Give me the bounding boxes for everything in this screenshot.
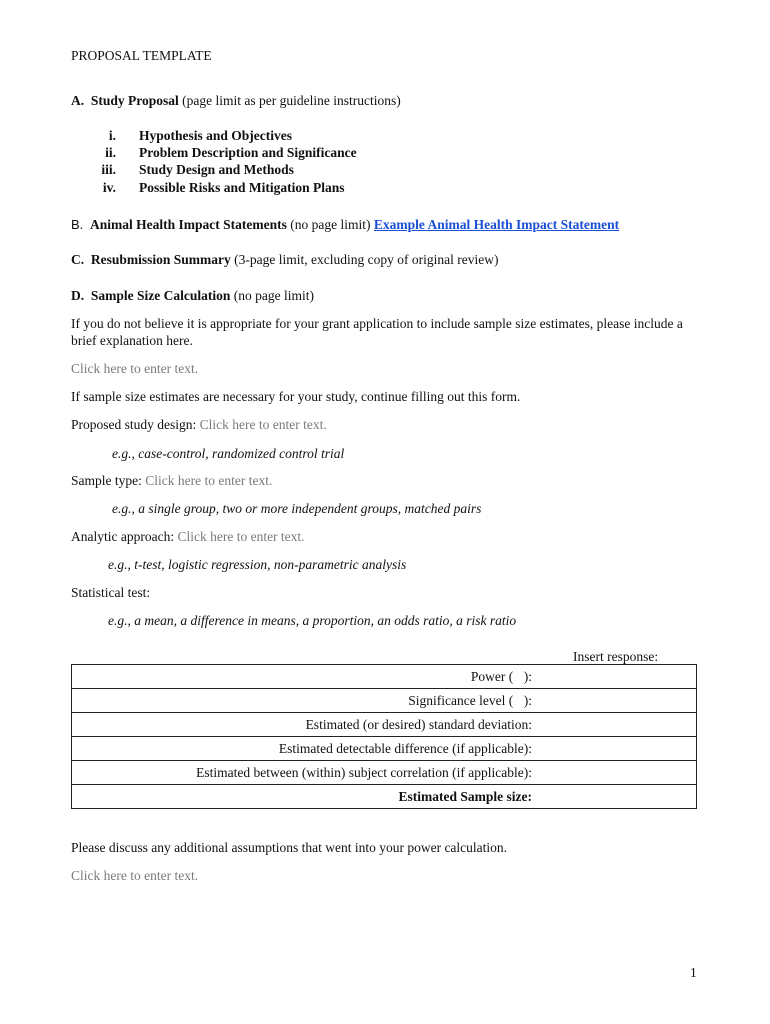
design-input[interactable]: Click here to enter text. bbox=[199, 417, 327, 432]
section-a-letter: A. bbox=[71, 93, 85, 108]
list-item-text: Possible Risks and Mitigation Plans bbox=[139, 180, 345, 195]
list-item-number: iv. bbox=[102, 180, 116, 195]
design-label: Proposed study design: bbox=[71, 417, 197, 432]
section-d-heading bbox=[71, 287, 314, 304]
insert-response-header: Insert response: bbox=[573, 649, 659, 664]
row-label: Estimated Sample size: bbox=[72, 785, 536, 809]
stat-test-example: e.g., a mean, a difference in means, a proportion, an odds ratio, a risk ratio bbox=[108, 613, 517, 628]
section-c-title: Resubmission Summary bbox=[90, 252, 231, 267]
sample-type-row bbox=[71, 472, 272, 489]
power-calculation-table bbox=[71, 664, 697, 809]
design-example: e.g., case-control, randomized control trial bbox=[112, 446, 345, 461]
analytic-row bbox=[71, 528, 305, 545]
section-a-note: (page limit as per guideline instructions) bbox=[182, 93, 401, 108]
assumptions-input[interactable]: Click here to enter text. bbox=[71, 868, 199, 883]
table-row bbox=[72, 737, 697, 761]
sample-type-label: Sample type: bbox=[71, 473, 142, 488]
row-label: Power ( ): bbox=[72, 665, 536, 689]
list-item-text: Problem Description and Significance bbox=[139, 145, 357, 160]
sample-type-example: e.g., a single group, two or more independent groups, matched pairs bbox=[112, 501, 482, 516]
section-a-heading bbox=[71, 92, 401, 109]
row-label: Significance level ( ): bbox=[72, 689, 536, 713]
section-b-note: (no page limit) bbox=[290, 217, 371, 232]
section-d-title: Sample Size Calculation bbox=[90, 288, 231, 303]
table-row bbox=[72, 761, 697, 785]
table-row bbox=[72, 689, 697, 713]
explanation-input[interactable]: Click here to enter text. bbox=[71, 361, 199, 376]
section-b-heading bbox=[71, 216, 619, 233]
table-row bbox=[72, 665, 697, 689]
table-row bbox=[72, 785, 697, 809]
response-cell[interactable] bbox=[535, 713, 697, 737]
response-cell[interactable] bbox=[535, 665, 697, 689]
stat-test-label: Statistical test: bbox=[71, 585, 151, 600]
section-c-letter: C. bbox=[71, 252, 85, 267]
analytic-example: e.g., t-test, logistic regression, non-parametric analysis bbox=[108, 557, 407, 572]
intro-paragraph: If you do not believe it is appropriate for your grant application to include sample size estimates, please include a brief explanation here. bbox=[71, 316, 683, 348]
section-b-title: Animal Health Impact Statements bbox=[90, 217, 287, 232]
section-d-note: (no page limit) bbox=[233, 288, 314, 303]
assumptions-prompt: Please discuss any additional assumptions that went into your power calculation. bbox=[71, 840, 508, 855]
analytic-input[interactable]: Click here to enter text. bbox=[177, 529, 305, 544]
analytic-label: Analytic approach: bbox=[71, 529, 175, 544]
list-item-text: Study Design and Methods bbox=[139, 162, 294, 177]
row-label: Estimated (or desired) standard deviation: bbox=[72, 713, 536, 737]
sample-type-input[interactable]: Click here to enter text. bbox=[145, 473, 273, 488]
row-label: Estimated between (within) subject correlation (if applicable): bbox=[72, 761, 536, 785]
page-title: PROPOSAL TEMPLATE bbox=[71, 48, 212, 63]
response-cell[interactable] bbox=[535, 737, 697, 761]
example-statement-link[interactable]: Example Animal Health Impact Statement bbox=[373, 217, 620, 232]
section-a-title: Study Proposal bbox=[90, 93, 179, 108]
row-label: Estimated detectable difference (if applicable): bbox=[72, 737, 536, 761]
response-cell[interactable] bbox=[535, 785, 697, 809]
page-number: 1 bbox=[690, 965, 697, 980]
list-item-number: iii. bbox=[101, 162, 116, 177]
section-b-letter: B. bbox=[71, 217, 84, 232]
continue-text: If sample size estimates are necessary for your study, continue filling out this form. bbox=[71, 389, 521, 404]
list-item-text: Hypothesis and Objectives bbox=[139, 128, 293, 143]
design-row bbox=[71, 416, 327, 433]
response-cell[interactable] bbox=[535, 761, 697, 785]
list-item-number: i. bbox=[108, 128, 116, 143]
response-cell[interactable] bbox=[535, 689, 697, 713]
table-row bbox=[72, 713, 697, 737]
section-c-note: (3-page limit, excluding copy of original review) bbox=[234, 252, 499, 267]
section-d-letter: D. bbox=[71, 288, 85, 303]
list-item-number: ii. bbox=[105, 145, 116, 160]
section-c-heading bbox=[71, 251, 498, 268]
